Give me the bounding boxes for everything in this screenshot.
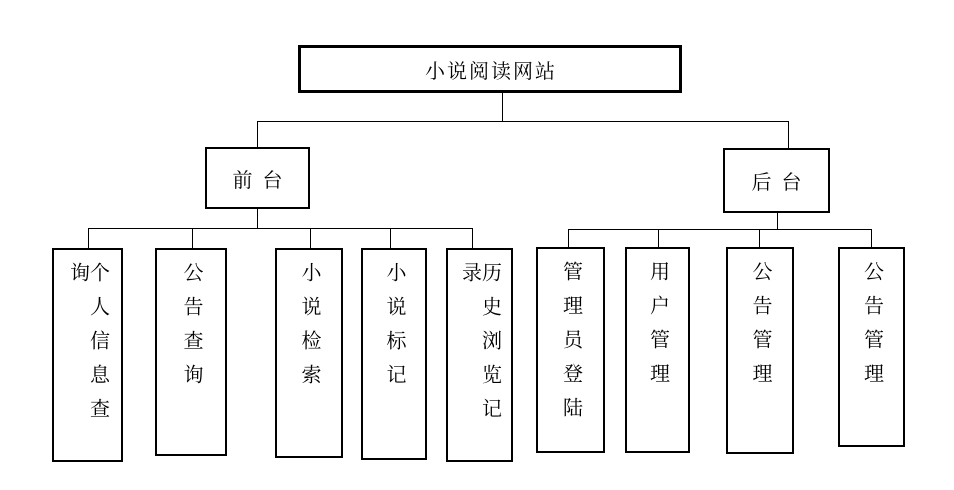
connector-drop-leaf4 xyxy=(390,228,391,248)
leaf-label: 小说标记 xyxy=(383,262,405,398)
connector-drop-leaf2 xyxy=(192,228,193,248)
leaf-node-announcement-management-1 xyxy=(726,247,794,454)
connector-drop-leaf8 xyxy=(759,229,760,247)
connector-drop-leaf1 xyxy=(88,228,89,248)
leaf-label: 历史浏览记录 xyxy=(458,262,501,432)
node-frontend xyxy=(205,147,310,209)
node-frontend-label: 前台 xyxy=(232,169,293,192)
connector-frontend-stub xyxy=(257,209,258,228)
connector-drop-backend xyxy=(788,121,789,148)
leaf-node-personal-info-query xyxy=(52,248,123,462)
connector-drop-leaf7 xyxy=(658,229,659,247)
leaf-node-announcement-management-2 xyxy=(838,247,905,447)
connector-frontend-rail xyxy=(88,228,473,229)
leaf-node-history-records xyxy=(446,248,513,462)
node-backend xyxy=(723,148,830,213)
connector-drop-frontend xyxy=(257,121,258,147)
connector-drop-leaf6 xyxy=(568,229,569,247)
leaf-label: 公告管理 xyxy=(860,261,883,397)
leaf-node-admin-login xyxy=(536,247,605,453)
node-backend-label: 后台 xyxy=(751,172,812,194)
connector-drop-leaf5 xyxy=(472,228,473,248)
leaf-node-announcement-query xyxy=(155,248,227,456)
leaf-node-novel-bookmark xyxy=(361,248,427,460)
connector-drop-leaf9 xyxy=(871,229,872,247)
leaf-label: 公告管理 xyxy=(749,261,771,397)
leaf-label: 个人信息查询 xyxy=(66,262,109,432)
connector-drop-leaf3 xyxy=(310,228,311,248)
leaf-label: 管理员登陆 xyxy=(559,261,582,431)
node-root xyxy=(298,45,682,93)
connector-level1-rail xyxy=(257,121,789,122)
leaf-label: 小说检索 xyxy=(298,262,320,398)
leaf-label: 公告查询 xyxy=(180,262,202,398)
node-root-label: 小说阅读网站 xyxy=(425,60,557,83)
leaf-label: 用户管理 xyxy=(646,261,669,397)
connector-backend-stub xyxy=(777,213,778,229)
leaf-node-novel-search xyxy=(275,248,343,458)
connector-root-stub xyxy=(502,93,503,121)
leaf-node-user-management xyxy=(625,247,690,453)
connector-backend-rail xyxy=(568,229,872,230)
